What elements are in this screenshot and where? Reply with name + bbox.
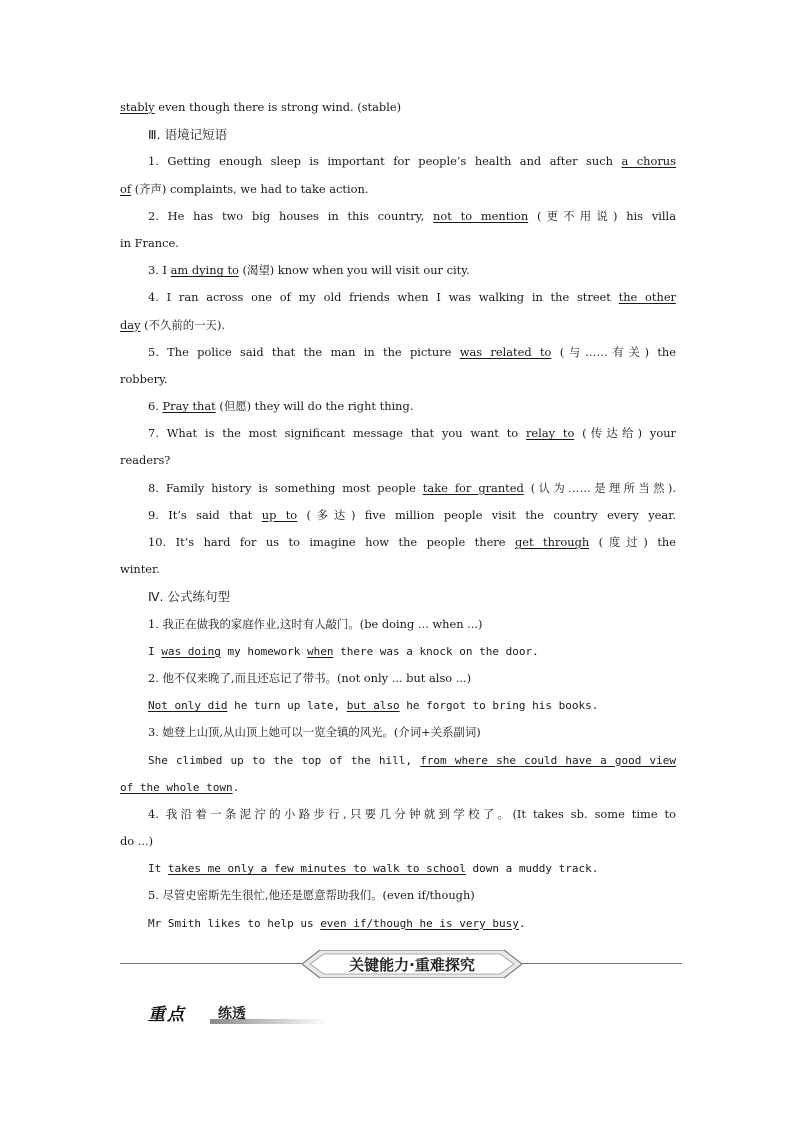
text-line: [120, 447, 676, 474]
line-text: 2. He has two big houses in this country,: [148, 208, 434, 223]
text-line: [120, 502, 676, 529]
answer-blank: of the whole town: [120, 780, 233, 794]
answer-blank: even if/though he is very busy: [320, 916, 519, 930]
line-text: It: [148, 862, 168, 876]
line-text: Ⅲ. 语境记短语: [148, 127, 228, 143]
line-text: Mr Smith likes to help us: [148, 916, 321, 930]
line-text: in France.: [120, 235, 179, 250]
answer-blank: day: [120, 317, 141, 332]
key-practice-heading: [148, 1000, 328, 1026]
line-text: (与……有关) the: [551, 344, 676, 359]
line-text: 6.: [148, 399, 163, 414]
section-banner: [120, 950, 682, 980]
answer-blank: Pray that: [162, 399, 216, 414]
line-text: 3. 她登上山顶,从山顶上她可以一览全镇的风光。(介词+关系副词): [148, 725, 481, 740]
text-line: [120, 312, 676, 339]
answer-blank: Not only did: [148, 699, 228, 713]
text-line: [120, 556, 676, 583]
line-text: (齐声) complaints, we had to take action.: [131, 181, 369, 196]
line-text: 2. 他不仅来晚了,而且还忘记了带书。(not only ... but also ...): [148, 670, 472, 685]
document-body: [120, 94, 676, 937]
line-text: do ...): [120, 834, 154, 849]
line-text: 9. It’s said that: [148, 507, 262, 522]
line-text: 7. What is the most significant message that you want to: [148, 426, 526, 441]
line-text: 4. I ran across one of my old friends when I was walking in the street: [148, 290, 619, 305]
text-line: [120, 583, 676, 610]
banner-title: 关键能力·重难探究: [349, 956, 475, 974]
text-line: [120, 121, 676, 148]
text-line: [120, 284, 676, 311]
answer-blank: takes me only a few minutes to walk to school: [167, 862, 466, 876]
line-text: 5. The police said that the man in the picture: [148, 344, 460, 359]
line-text: 5. 尽管史密斯先生很忙,他还是愿意帮助我们。(even if/though): [148, 888, 475, 903]
text-line: [120, 339, 676, 366]
answer-blank: the other: [618, 290, 677, 305]
answer-blank: relay to: [525, 426, 575, 441]
text-line: [120, 828, 676, 855]
answer-blank: but also: [346, 699, 400, 713]
line-text: .: [518, 916, 526, 930]
line-text: (渴望) know when you will visit our city.: [238, 263, 470, 278]
line-text: (认为……是理所当然).: [523, 480, 676, 495]
line-text: (但愿) they will do the right thing.: [215, 399, 414, 414]
line-text: winter.: [120, 562, 160, 577]
text-line: [120, 176, 676, 203]
line-text: 8. Family history is something most people: [148, 480, 423, 495]
answer-blank: was related to: [459, 344, 552, 359]
text-line: [120, 638, 676, 665]
line-text: Ⅳ. 公式练句型: [148, 589, 230, 605]
text-line: [120, 665, 676, 692]
line-text: 1. Getting enough sleep is important for people’s health and after such: [148, 154, 622, 169]
line-text: (度过) the: [589, 535, 676, 549]
line-text: robbery.: [120, 371, 168, 386]
text-line: [120, 747, 676, 774]
line-text: he turn up late,: [227, 699, 347, 713]
answer-blank: when: [306, 644, 334, 658]
text-line: [120, 801, 676, 828]
answer-blank: take for granted: [422, 480, 524, 495]
text-line: [120, 692, 676, 719]
text-line: [120, 910, 676, 937]
line-text: 3. I: [148, 263, 171, 278]
line-text: there was a knock on the door.: [333, 644, 539, 658]
line-text: .: [232, 780, 240, 794]
text-line: [120, 148, 676, 175]
text-line: [120, 774, 676, 801]
answer-blank: of: [120, 181, 132, 196]
line-text: down a muddy track.: [465, 862, 599, 876]
answer-blank: am dying to: [170, 263, 239, 278]
text-line: [120, 475, 676, 502]
text-line: [120, 611, 676, 638]
line-text: my homework: [220, 644, 307, 658]
text-line: [120, 882, 676, 909]
answer-blank: was doing: [161, 644, 221, 658]
key-label: 练透: [218, 1006, 246, 1022]
line-text: (不久前的一天).: [140, 317, 226, 332]
line-text: She climbed up to the top of the hill,: [148, 753, 421, 767]
text-line: [120, 94, 676, 121]
answer-blank: not to mention: [433, 208, 529, 223]
line-text: (多达) five million people visit the country every year.: [297, 507, 677, 522]
line-text: he forgot to bring his books.: [399, 699, 599, 713]
answer-blank: a chorus: [621, 154, 676, 169]
text-line: [120, 393, 676, 420]
text-line: [120, 203, 676, 230]
text-line: [120, 366, 676, 393]
line-text: readers?: [120, 453, 171, 468]
line-text: 10. It’s hard for us to imagine how the people there: [148, 535, 515, 549]
banner-tab-shape: [302, 950, 522, 978]
text-line: [120, 257, 676, 284]
text-line: [120, 855, 676, 882]
line-text: 4. 我沿着一条泥泞的小路步行,只要几分钟就到学校了。(It takes sb. some time to: [148, 806, 676, 821]
line-text: (传达给) your: [574, 426, 676, 441]
text-line: [120, 420, 676, 447]
text-line: [120, 529, 676, 556]
line-text: I: [148, 644, 162, 658]
line-text: 1. 我正在做我的家庭作业,这时有人敲门。(be doing ... when ...): [148, 616, 483, 631]
line-text: even though there is strong wind. (stable): [154, 100, 402, 114]
line-text: (更不用说) his villa: [528, 208, 676, 223]
text-line: [120, 719, 676, 746]
key-badge: 重点: [148, 1005, 186, 1025]
answer-blank: get through: [514, 535, 590, 549]
answer-blank: from where she could have a good view: [420, 753, 677, 767]
answer-blank: up to: [261, 507, 298, 522]
answer-blank: stably: [120, 100, 155, 114]
text-line: [120, 230, 676, 257]
